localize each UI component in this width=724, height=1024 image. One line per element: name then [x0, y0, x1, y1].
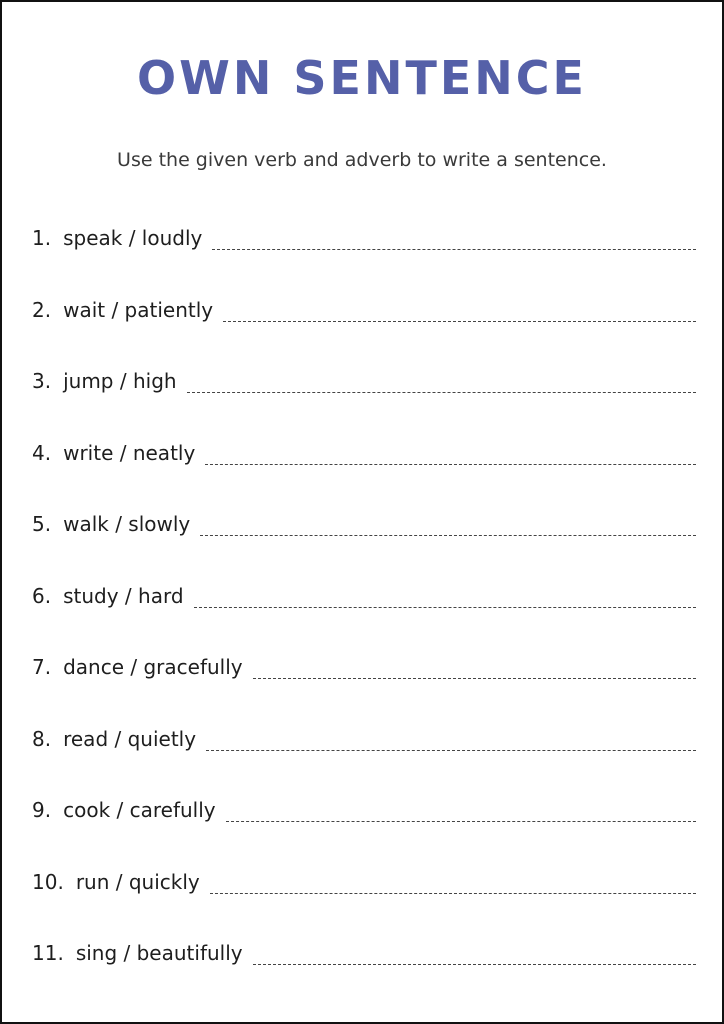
exercise-item: [32, 546, 696, 618]
exercise-item: [32, 224, 696, 260]
answer-line[interactable]: [200, 535, 696, 536]
exercise-item: [32, 403, 696, 475]
answer-line[interactable]: [253, 964, 696, 965]
exercise-item: [32, 689, 696, 761]
item-number: 2.: [32, 297, 52, 322]
item-prompt: speak / loudly: [63, 226, 203, 250]
exercise-item: [32, 332, 696, 404]
item-prompt: run / quickly: [75, 869, 200, 894]
item-number: 6.: [32, 583, 52, 608]
item-prompt: read / quietly: [63, 726, 197, 751]
answer-line[interactable]: [206, 750, 696, 751]
answer-line[interactable]: [194, 607, 696, 608]
exercise-item: [32, 761, 696, 833]
item-number: 4.: [32, 440, 52, 465]
exercise-item: [32, 260, 696, 332]
answer-line[interactable]: [187, 392, 696, 393]
exercise-item: [32, 475, 696, 547]
item-number: 1.: [32, 226, 52, 250]
exercise-item: [32, 832, 696, 904]
exercise-list: [32, 224, 696, 975]
answer-line[interactable]: [253, 678, 696, 679]
item-number: 5.: [32, 512, 52, 536]
item-prompt: cook / carefully: [63, 798, 216, 822]
answer-line[interactable]: [205, 464, 696, 465]
answer-line[interactable]: [210, 893, 696, 894]
item-prompt: sing / beautifully: [75, 941, 243, 965]
item-number: 9.: [32, 798, 52, 822]
item-number: 8.: [32, 726, 52, 751]
item-prompt: walk / slowly: [63, 512, 191, 536]
item-prompt: dance / gracefully: [63, 655, 243, 679]
worksheet-title: OWN SENTENCE: [137, 51, 587, 105]
item-number: 10.: [32, 869, 64, 894]
exercise-item: [32, 618, 696, 690]
worksheet-instruction: Use the given verb and adverb to write a sentence.: [117, 149, 607, 171]
exercise-item: [32, 904, 696, 976]
item-number: 7.: [32, 655, 52, 679]
item-prompt: study / hard: [63, 583, 184, 608]
item-number: 11.: [32, 941, 64, 965]
item-prompt: jump / high: [63, 369, 177, 393]
item-prompt: write / neatly: [63, 440, 196, 465]
answer-line[interactable]: [212, 249, 696, 250]
item-number: 3.: [32, 369, 52, 393]
answer-line[interactable]: [223, 321, 696, 322]
answer-line[interactable]: [226, 821, 696, 822]
item-prompt: wait / patiently: [63, 297, 214, 322]
